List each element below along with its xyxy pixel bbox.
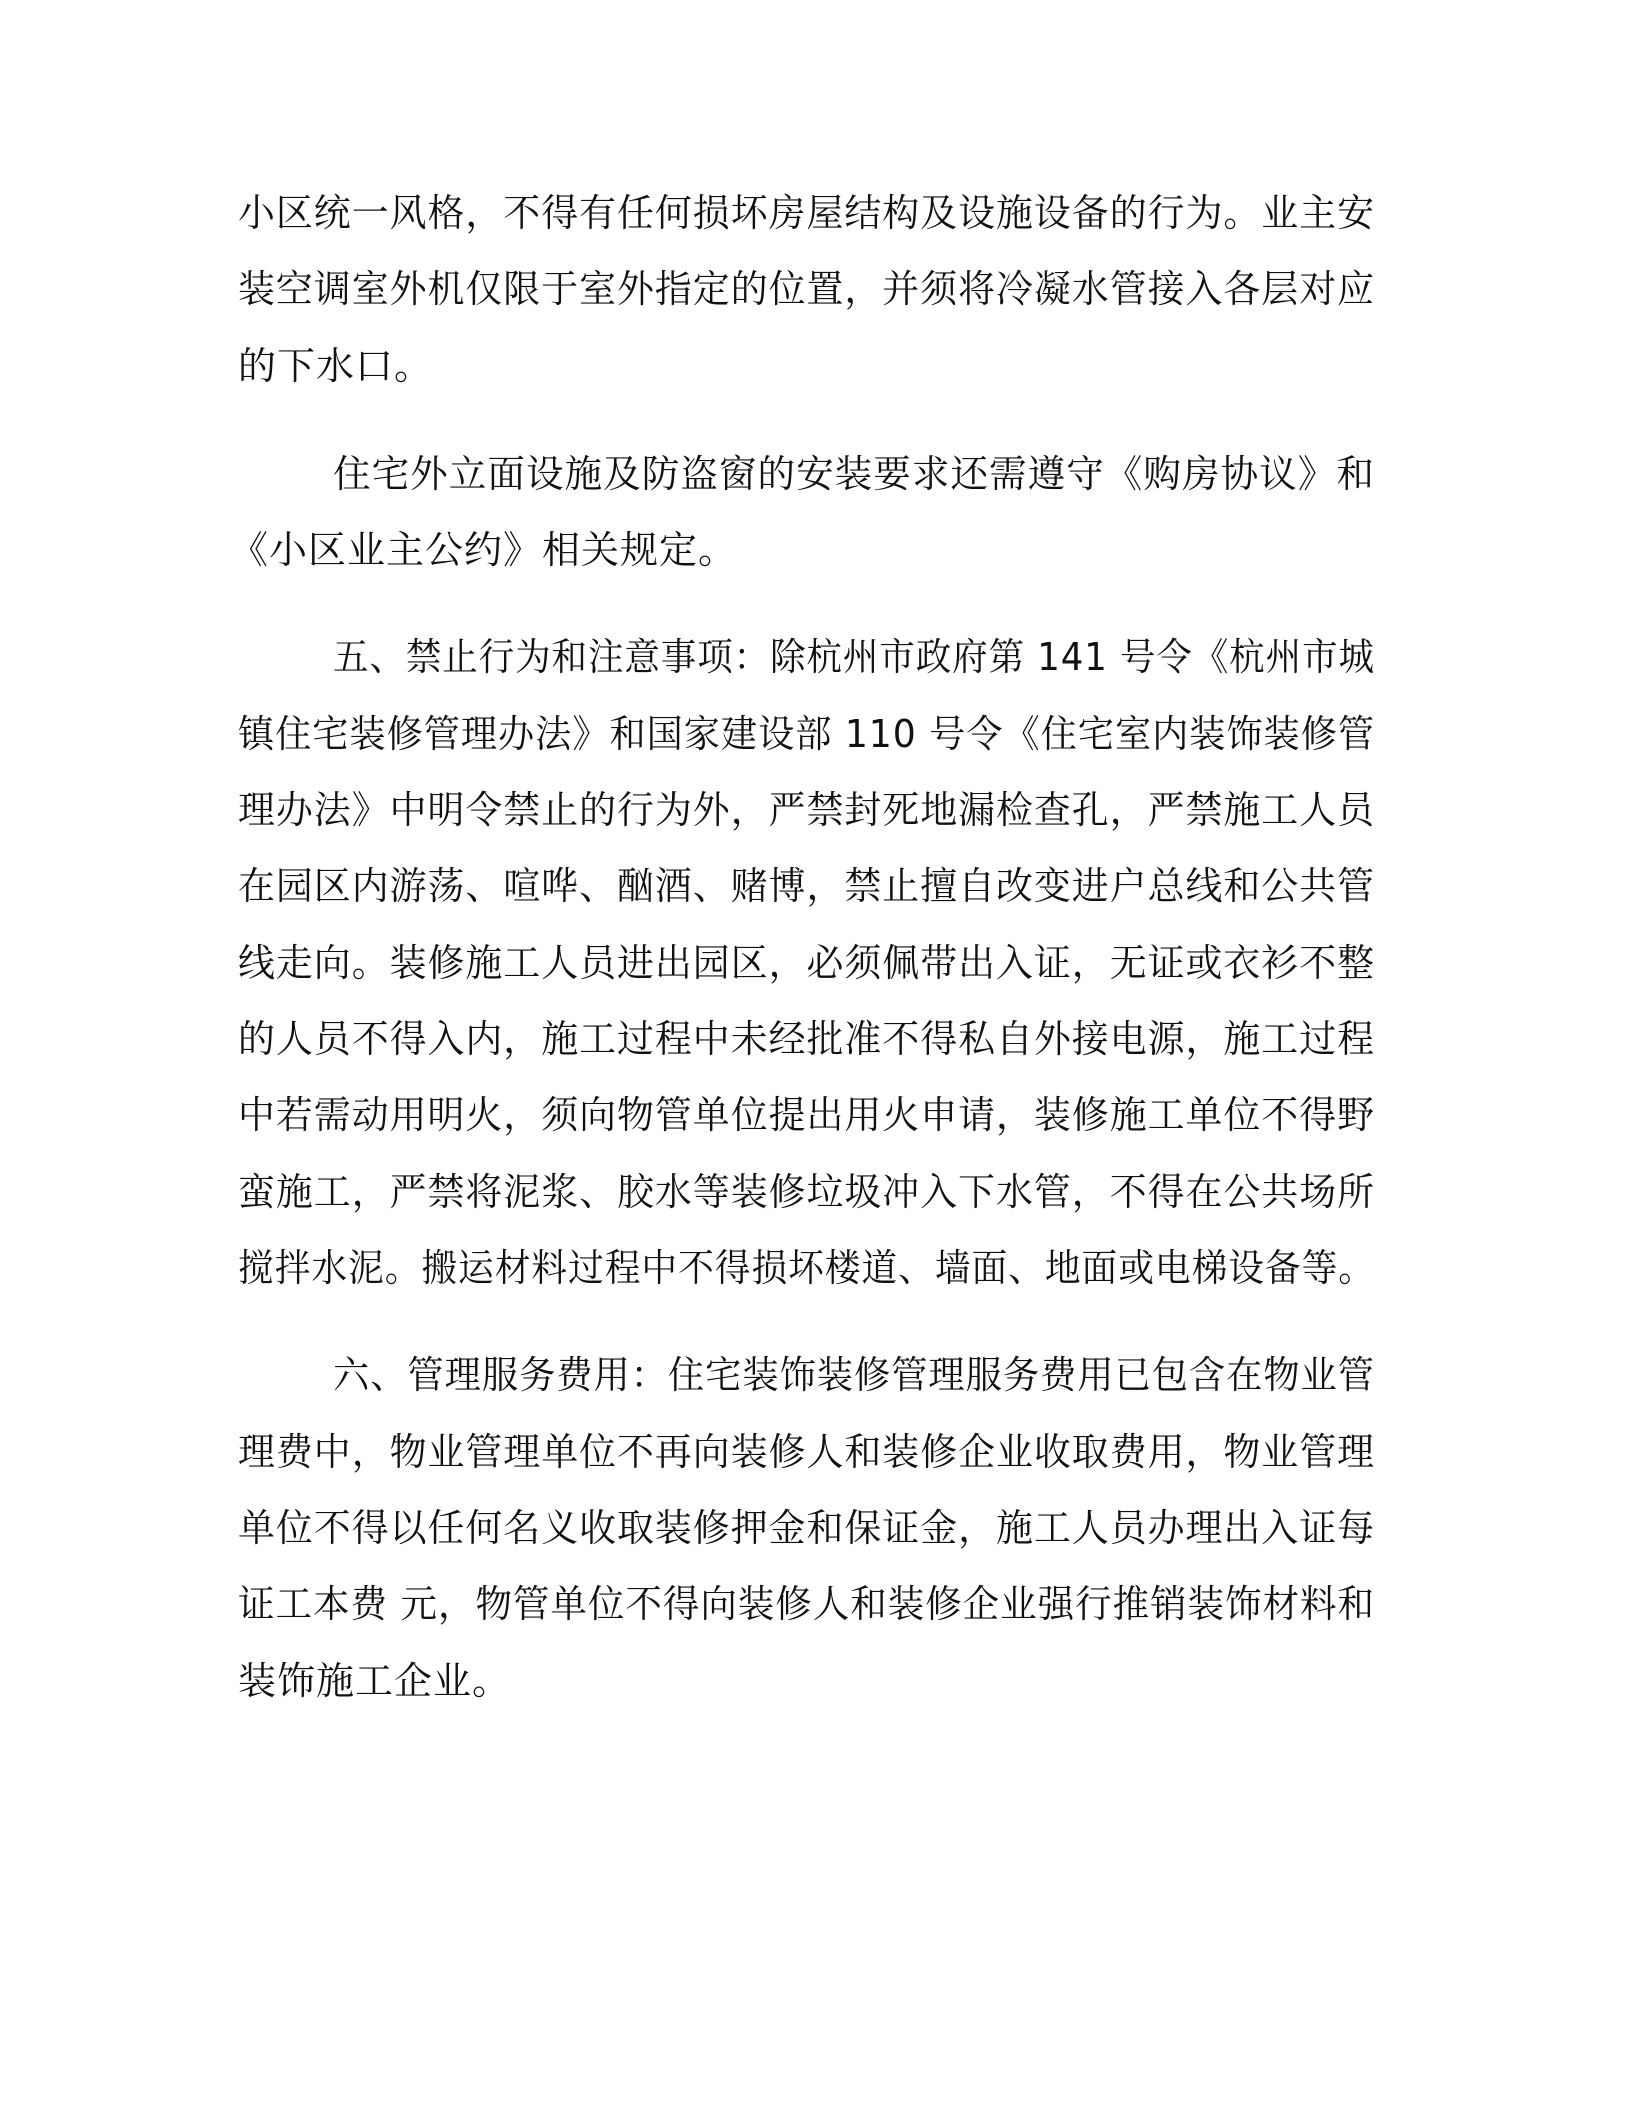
paragraph-1-line-2: 装空调室外机仅限于室外指定的位置，并须将冷凝水管接入各层对应 [238, 267, 1376, 311]
paragraph-4-line-3: 单位不得以任何名义收取装修押金和保证金，施工人员办理出入证每 [238, 1506, 1376, 1550]
paragraph-3-line-9: 搅拌水泥。搬运材料过程中不得损坏楼道、墙面、地面或电梯设备等。 [238, 1246, 1375, 1290]
paragraph-3-line-3: 理办法》中明令禁止的行为外，严禁封死地漏检查孔，严禁施工人员 [238, 788, 1376, 832]
paragraph-3-line-1: 五、禁止行为和注意事项：除杭州市政府第 141 号令《杭州市城 [333, 635, 1375, 679]
paragraph-3-line-2: 镇住宅装修管理办法》和国家建设部 110 号令《住宅室内装饰装修管 [238, 712, 1376, 756]
paragraph-4-line-5: 装饰施工企业。 [238, 1659, 512, 1703]
paragraph-3-line-5: 线走向。装修施工人员进出园区，必须佩带出入证，无证或衣衫不整 [238, 941, 1376, 985]
paragraph-2-line-2: 《小区业主公约》相关规定。 [230, 528, 738, 572]
paragraph-1-line-1: 小区统一风格，不得有任何损坏房屋结构及设施设备的行为。业主安 [238, 191, 1376, 235]
paragraph-1-line-3: 的下水口。 [238, 344, 434, 388]
paragraph-3-line-8: 蛮施工，严禁将泥浆、胶水等装修垃圾冲入下水管，不得在公共场所 [238, 1170, 1376, 1214]
paragraph-4-line-1: 六、管理服务费用：住宅装饰装修管理服务费用已包含在物业管 [333, 1353, 1376, 1397]
paragraph-3-line-4: 在园区内游荡、喧哗、酗酒、赌博，禁止擅自改变进户总线和公共管 [238, 864, 1376, 908]
paragraph-3-line-7: 中若需动用明火，须向物管单位提出用火申请，装修施工单位不得野 [238, 1093, 1376, 1137]
paragraph-3-line-6: 的人员不得入内，施工过程中未经批准不得私自外接电源，施工过程 [238, 1017, 1376, 1061]
paragraph-4-line-4: 证工本费 元，物管单位不得向装修人和装修企业强行推销装饰材料和 [238, 1582, 1375, 1626]
paragraph-2-line-1: 住宅外立面设施及防盗窗的安装要求还需遵守《购房协议》和 [333, 452, 1375, 496]
paragraph-4-line-2: 理费中，物业管理单位不再向装修人和装修企业收取费用，物业管理 [238, 1430, 1376, 1474]
